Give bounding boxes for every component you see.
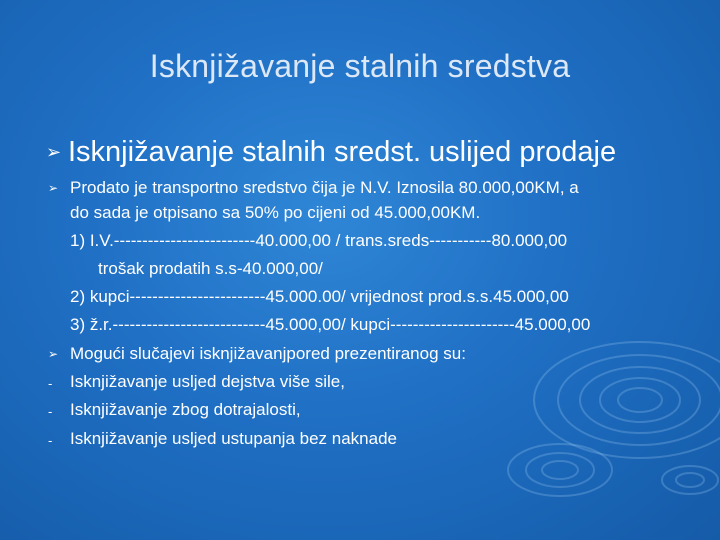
line-text: Prodato je transportno sredstvo čija je N.V. Iznosila 80.000,00KM, a	[70, 178, 579, 197]
list-item	[48, 285, 708, 309]
line-text: trošak prodatih s.s-40.000,00/	[98, 259, 323, 278]
line-text: Isknjižavanje zbog dotrajalosti,	[70, 400, 301, 419]
arrow-bullet-icon: ➢	[46, 141, 62, 162]
dash-bullet-icon: -	[48, 376, 53, 391]
heading-text: Isknjižavanje stalnih sredst. uslijed prodaje	[68, 135, 617, 168]
list-item	[48, 342, 708, 366]
list-item	[48, 427, 708, 451]
line-text: 3) ž.r.---------------------------45.000,00/ kupci----------------------45.000,00	[70, 315, 591, 334]
line-text: 2) kupci------------------------45.000.00/ vrijednost prod.s.s.45.000,00	[70, 287, 569, 306]
arrow-bullet-icon: ➢	[48, 347, 59, 361]
line-text: do sada je otpisano sa 50% po cijeni od 45.000,00KM.	[70, 203, 481, 222]
line-text: Isknjižavanje usljed dejstva više sile,	[70, 372, 345, 391]
line-text: 1) I.V.-------------------------40.000,00 / trans.sreds-----------80.000,00	[70, 231, 568, 250]
list-item	[48, 398, 708, 422]
line-text: Mogući slučajevi isknjižavanjpored prezentiranog su:	[70, 344, 466, 363]
main-heading	[46, 132, 706, 172]
dash-bullet-icon: -	[48, 433, 53, 448]
list-item	[48, 201, 708, 225]
list-item	[48, 313, 708, 337]
list-item	[48, 176, 708, 200]
dash-bullet-icon: -	[48, 404, 53, 419]
line-text: Isknjižavanje usljed ustupanja bez naknade	[70, 429, 398, 448]
list-item	[48, 370, 708, 394]
list-item	[48, 257, 708, 281]
slide-title: Isknjižavanje stalnih sredstva	[149, 48, 571, 84]
arrow-bullet-icon: ➢	[48, 181, 59, 195]
list-item	[48, 229, 708, 253]
